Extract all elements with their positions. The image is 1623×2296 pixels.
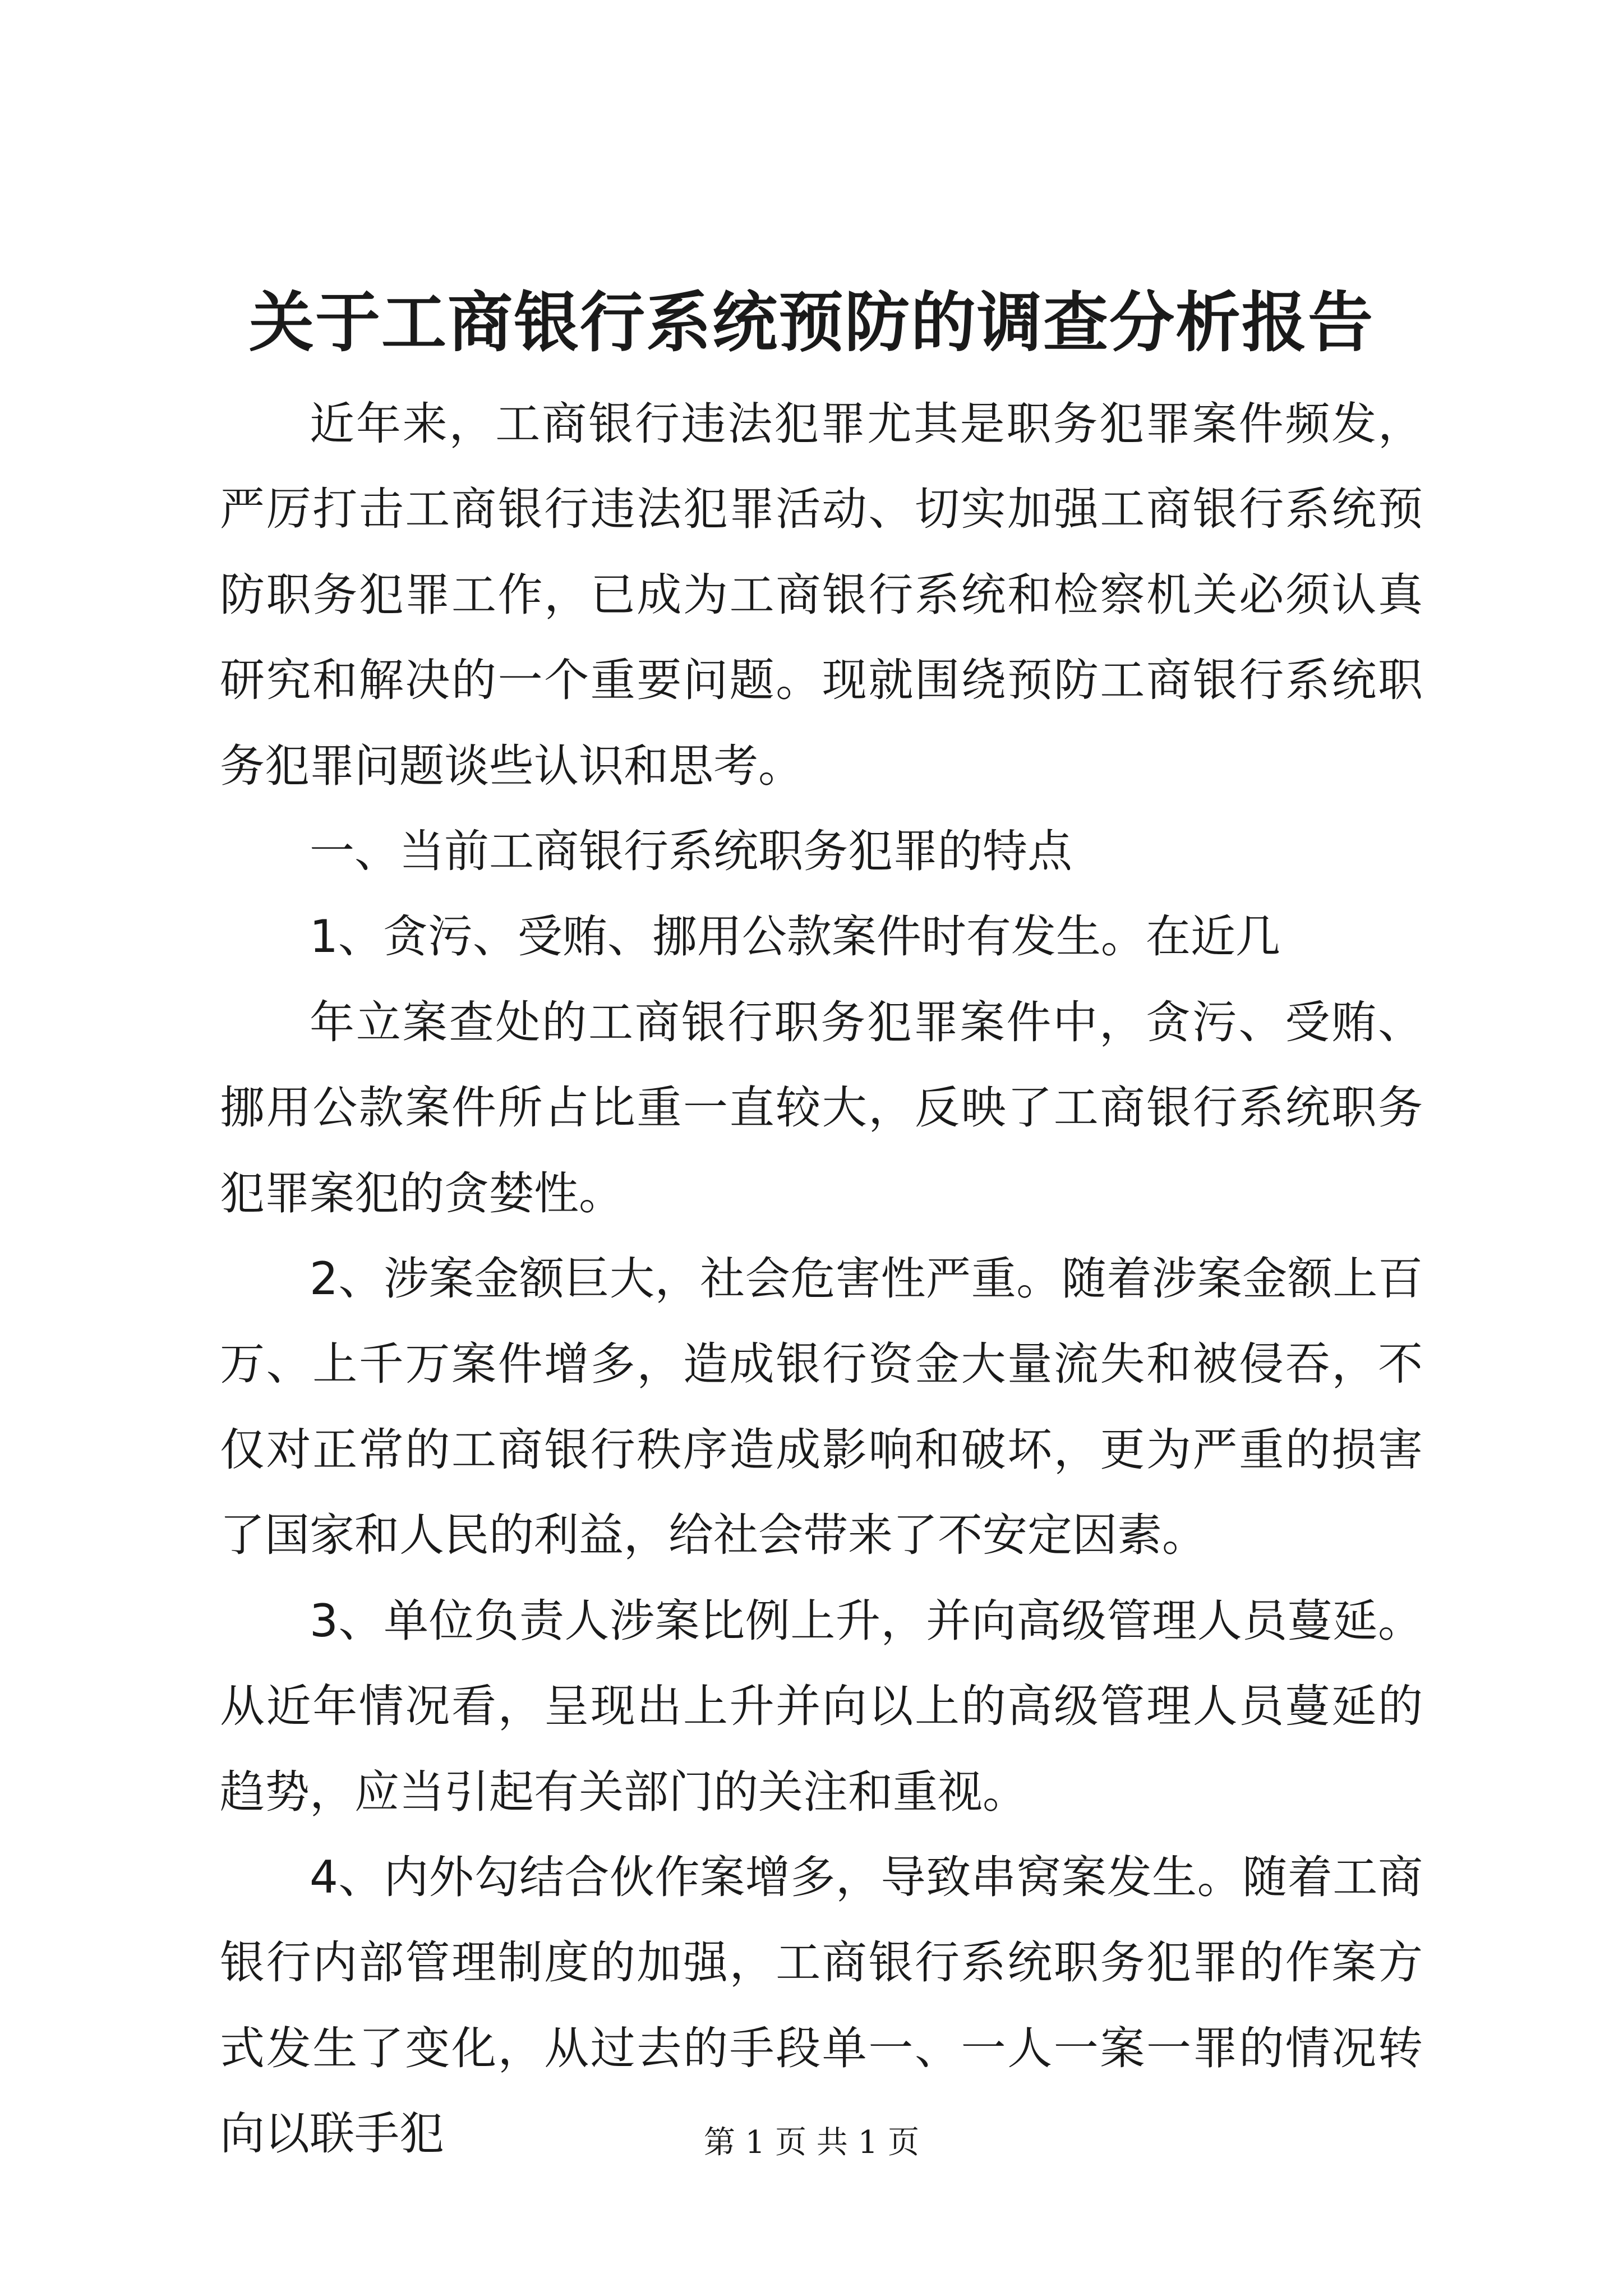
document-title: 关于工商银行系统预防的调查分析报告	[249, 284, 1374, 361]
paragraph-point-2: 2、涉案金额巨大，社会危害性严重。随着涉案金额上百万、上千万案件增多，造成银行资金大量流失和被侵吞，不仅对正常的工商银行秩序造成影响和破坏，更为严重的损害了国家和人民的利益，给社会带来了不安定因素。	[220, 1253, 1423, 1562]
paragraph-point-1-start: 1、贪污、受贿、挪用公款案件时有发生。在近几	[310, 910, 1280, 963]
paragraph-intro: 近年来，工商银行违法犯罪尤其是职务犯罪案件频发，严厉打击工商银行违法犯罪活动、切实加强工商银行系统预防职务犯罪工作，已成为工商银行系统和检察机关必须认真研究和解决的一个重要问题。现就围绕预防工商银行系统职务犯罪问题谈些认识和思考。	[220, 398, 1423, 792]
paragraph-point-3: 3、单位负责人涉案比例上升，并向高级管理人员蔓延。从近年情况看，呈现出上升并向以上的高级管理人员蔓延的趋势，应当引起有关部门的关注和重视。	[220, 1594, 1423, 1818]
paragraph-point-1-continued: 年立案查处的工商银行职务犯罪案件中，贪污、受贿、挪用公款案件所占比重一直较大，反映了工商银行系统职务犯罪案犯的贪婪性。	[220, 996, 1423, 1220]
section-heading: 一、当前工商银行系统职务犯罪的特点	[310, 825, 1072, 878]
paragraph-point-4: 4、内外勾结合伙作案增多，导致串窝案发生。随着工商银行内部管理制度的加强，工商银行系统职务犯罪的作案方式发生了变化，从过去的手段单一、一人一案一罪的情况转向以联手犯	[220, 1851, 1423, 2160]
document-body	[220, 381, 1423, 2177]
page-footer: 第 1 页 共 1 页	[703, 2124, 920, 2161]
